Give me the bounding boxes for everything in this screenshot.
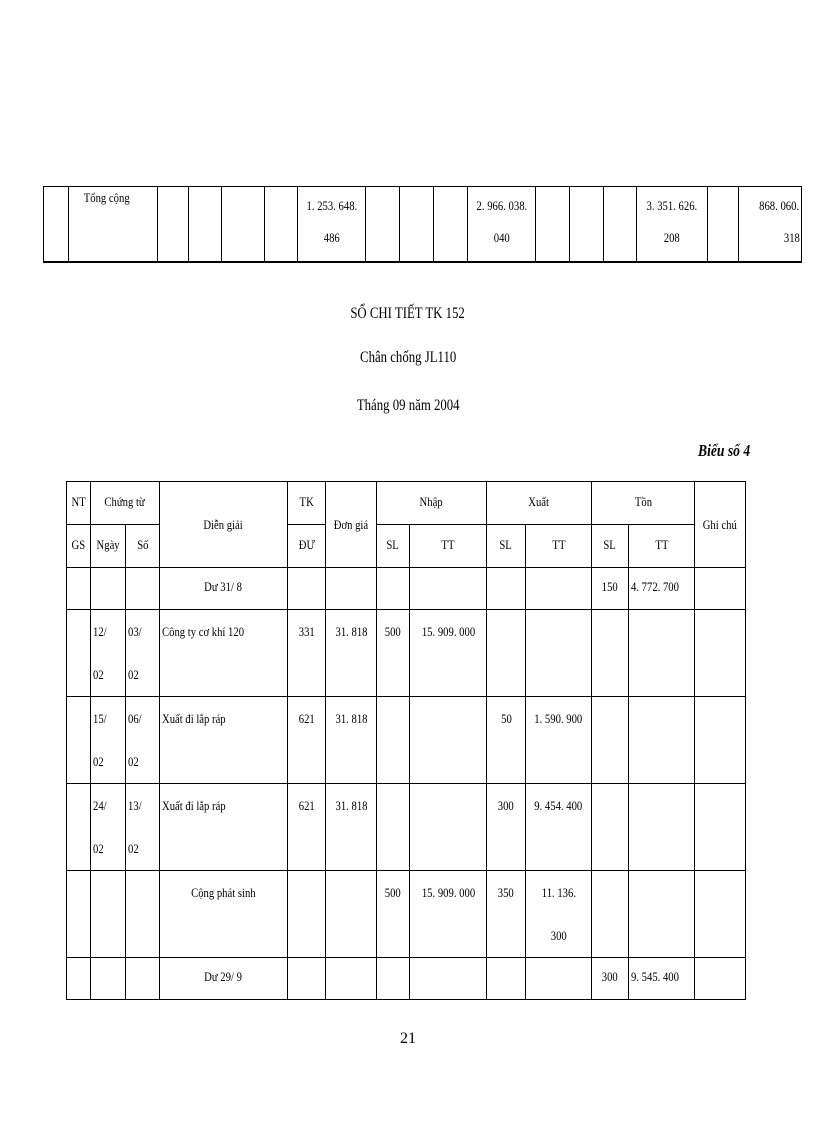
summary-label: Tổng cộng [83, 190, 130, 205]
opening-label: Dư 31/ 8 [204, 579, 243, 594]
total-row [67, 871, 746, 958]
summary-table [43, 186, 802, 263]
r3-dien-giai: Xuất đi lắp ráp [162, 798, 226, 813]
r1-so-1: 03/ [128, 624, 142, 639]
closing-label: Dư 29/ 9 [204, 969, 243, 984]
ledger-title: SỔ CHI TIẾT TK 152 [350, 305, 466, 322]
ledger-period: Tháng 09 năm 2004 [356, 397, 460, 414]
ledger-item: Chân chống JL110 [359, 349, 457, 366]
opening-ton-tt: 4. 772. 700 [631, 579, 679, 594]
summary-nhap-tt-2: 486 [323, 230, 340, 245]
header-tk: TK [299, 494, 314, 509]
r1-nhap-tt: 15. 909. 000 [421, 624, 475, 639]
header-row-1 [67, 482, 746, 525]
r1-so-2: 02 [128, 667, 139, 682]
r1-dien-giai: Công ty cơ khí 120 [162, 624, 245, 639]
r2-dien-giai: Xuất đi lắp ráp [162, 711, 226, 726]
header-ton: Tồn [634, 494, 652, 509]
header-du: ĐƯ [298, 537, 315, 552]
header-chung-tu: Chứng từ [104, 494, 146, 509]
header-so: Số [136, 537, 149, 552]
summary-ton-tt-1: 3. 351. 626. [646, 198, 698, 213]
summary-xuat-tt-1: 2. 966. 038. [476, 198, 527, 213]
closing-ton-tt: 9. 545. 400 [631, 969, 679, 984]
r1-ngay-2: 02 [93, 667, 104, 682]
r1-ngay-1: 12/ [93, 624, 107, 639]
r2-ngay-1: 15/ [93, 711, 107, 726]
total-xuat-tt-2: 300 [550, 928, 567, 943]
r3-ngay-1: 24/ [93, 798, 107, 813]
summary-last-2: 318 [783, 230, 800, 245]
header-nhap: Nhập [419, 494, 444, 509]
r2-so-2: 02 [128, 754, 139, 769]
total-xuat-sl: 350 [498, 885, 514, 900]
header-ngay: Ngày [96, 537, 120, 552]
r1-tk: 331 [298, 624, 315, 639]
r2-tk: 621 [298, 711, 315, 726]
header-xuat: Xuất [528, 494, 550, 509]
r2-xuat-sl: 50 [500, 711, 512, 726]
opening-ton-sl: 150 [602, 579, 618, 594]
header-ghi-chu: Ghi chú [702, 516, 738, 532]
total-nhap-tt: 15. 909. 000 [421, 885, 475, 900]
header-gs: GS [71, 537, 86, 552]
summary-ton-tt-2: 208 [664, 230, 680, 245]
r2-ngay-2: 02 [93, 754, 104, 769]
header-nhap-tt: TT [441, 537, 455, 552]
page-number: 21 [400, 1030, 416, 1047]
total-label: Cộng phát sinh [191, 885, 256, 900]
total-xuat-tt-1: 11. 136. [541, 885, 576, 900]
r2-xuat-tt: 1. 590. 900 [534, 711, 583, 726]
header-don-gia: Đơn giá [333, 516, 369, 532]
header-xuat-sl: SL [499, 537, 513, 552]
summary-row [44, 187, 802, 263]
header-xuat-tt: TT [551, 537, 566, 552]
table-row [67, 958, 746, 1000]
header-ton-sl: SL [603, 537, 617, 552]
r2-don-gia: 31. 818 [335, 711, 367, 726]
header-nhap-sl: SL [386, 537, 400, 552]
table-row [67, 784, 746, 871]
summary-xuat-tt-2: 040 [493, 230, 510, 245]
r3-don-gia: 31. 818 [335, 798, 367, 813]
header-dien-giai: Diễn giải [203, 516, 244, 532]
r3-so-2: 02 [128, 841, 139, 856]
r3-ngay-2: 02 [93, 841, 104, 856]
r3-xuat-sl: 300 [498, 798, 514, 813]
closing-ton-sl: 300 [602, 969, 618, 984]
header-nt: NT [71, 494, 86, 509]
total-nhap-sl: 500 [385, 885, 401, 900]
r1-nhap-sl: 500 [385, 624, 401, 639]
table-row [67, 697, 746, 784]
ledger-table [66, 481, 746, 1000]
summary-nhap-tt-1: 1. 253. 648. [306, 198, 357, 213]
r3-tk: 621 [298, 798, 315, 813]
table-row [67, 568, 746, 610]
r2-so-1: 06/ [128, 711, 142, 726]
r1-don-gia: 31. 818 [335, 624, 367, 639]
table-row [67, 610, 746, 697]
summary-last-1: 868. 060. [759, 198, 800, 213]
form-number: Biểu số 4 [697, 441, 750, 460]
header-ton-tt: TT [654, 537, 669, 552]
r3-so-1: 13/ [128, 798, 142, 813]
r3-xuat-tt: 9. 454. 400 [534, 798, 583, 813]
